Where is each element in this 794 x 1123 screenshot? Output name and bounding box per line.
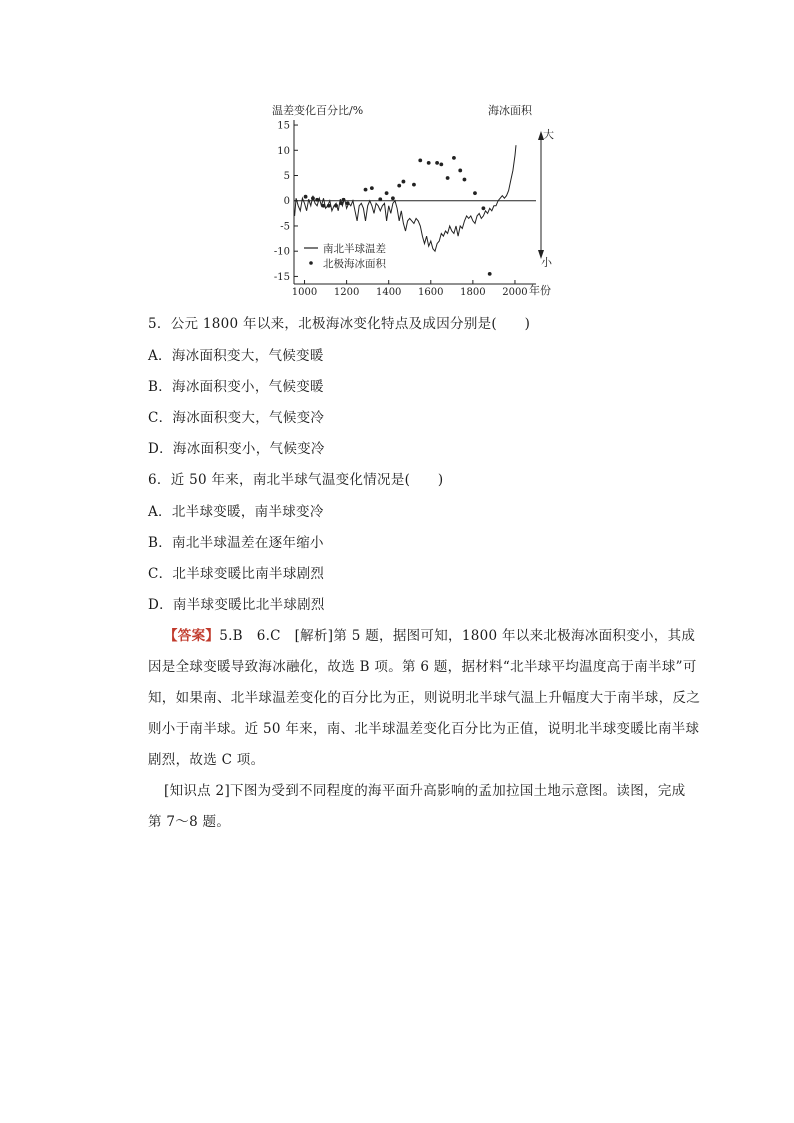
answer-line-4: 则小于南半球。近 50 年来，南、北半球温差变化百分比为正值，说明北半球变暖比南半球 (148, 721, 700, 737)
series-point-sea-ice (378, 197, 382, 201)
series-point-sea-ice (452, 156, 456, 160)
chart-figure (264, 98, 554, 300)
legend (304, 242, 386, 270)
y-tick-label: -10 (273, 246, 290, 258)
x-tick-label: 1000 (291, 287, 318, 298)
y-tick-label: -15 (273, 271, 290, 283)
x-tick-label: 1400 (375, 287, 402, 298)
series-point-sea-ice (463, 178, 467, 182)
question-5-option-b: B．海冰面积变小，气候变暖 (148, 379, 324, 395)
y-tick-label: 10 (277, 145, 290, 157)
series-point-sea-ice (481, 206, 485, 210)
series-point-sea-ice (397, 184, 401, 188)
series-point-sea-ice (391, 196, 395, 200)
x-tick-label: 1200 (333, 287, 360, 298)
series-point-sea-ice (427, 161, 431, 165)
series-point-sea-ice (418, 158, 422, 162)
right-axis-bottom-label: 小 (541, 256, 552, 269)
series-point-sea-ice (304, 195, 308, 199)
answer-line-2: 因是全球变暖导致海冰融化，故选 B 项。第 6 题，据材料“北半球平均温度高于南半球”可 (148, 659, 697, 675)
answer-line-5: 剧烈，故选 C 项。 (148, 752, 265, 768)
series-point-sea-ice (488, 272, 492, 276)
series-point-sea-ice (402, 180, 406, 184)
series-point-sea-ice (458, 169, 462, 173)
series-point-sea-ice (435, 161, 439, 165)
series-point-sea-ice (339, 201, 343, 205)
y-tick-label: 5 (283, 171, 290, 183)
series-point-sea-ice (342, 198, 346, 202)
x-tick-label: 2000 (502, 287, 528, 298)
series-point-sea-ice (412, 183, 416, 187)
x-axis-label: 年份 (529, 284, 551, 297)
legend-label-temp-diff: 南北半球温差 (323, 243, 386, 255)
question-6-option-a: A．北半球变暖，南半球变冷 (148, 504, 324, 520)
temperature-ice-chart (264, 98, 554, 300)
question-6-option-c: C．北半球变暖比南半球剧烈 (148, 566, 325, 582)
series-point-sea-ice (327, 204, 331, 208)
right-axis-label: 海冰面积 (488, 104, 532, 117)
series-point-sea-ice (473, 191, 477, 195)
knowledge-line-1: [知识点 2]下图为受到不同程度的海平面升高影响的孟加拉国土地示意图。读图，完成 (164, 783, 686, 799)
series-point-sea-ice (446, 176, 450, 180)
question-5-option-c: C．海冰面积变大，气候变冷 (148, 410, 325, 426)
series-point-sea-ice (385, 191, 389, 195)
series-point-sea-ice (346, 201, 350, 205)
legend-label-sea-ice: 北极海冰面积 (323, 258, 386, 270)
right-axis-top-label: 大 (543, 128, 554, 141)
y-tick-label: 15 (277, 120, 290, 132)
answer-line-1 (164, 624, 695, 644)
series-point-sea-ice (370, 186, 374, 190)
knowledge-line-2: 第 7～8 题。 (148, 814, 231, 830)
question-6-option-d: D．南半球变暖比北半球剧烈 (148, 597, 325, 613)
series-point-sea-ice (334, 204, 338, 208)
answer-line-3: 知，如果南、北半球温差变化的百分比为正，则说明北半球气温上升幅度大于南半球，反之 (148, 690, 700, 706)
series-point-sea-ice (315, 198, 319, 202)
question-5-stem: 5．公元 1800 年以来，北极海冰变化特点及成因分别是( ) (148, 316, 531, 332)
series-point-sea-ice (311, 196, 315, 200)
series-point-sea-ice (322, 204, 326, 208)
x-tick-label: 1600 (418, 287, 444, 298)
question-6-stem: 6．近 50 年来，南北半球气温变化情况是( ) (148, 472, 444, 488)
question-5-option-d: D．海冰面积变小，气候变冷 (148, 441, 325, 457)
series-line-temp-diff (295, 145, 516, 251)
y-tick-label: 0 (283, 196, 290, 208)
series-point-sea-ice (439, 163, 443, 167)
x-tick-label: 1800 (460, 287, 486, 298)
answer-text-1: 5.B 6.C [解析]第 5 题，据图可知，1800 年以来北极海冰面积变小，其成 (219, 628, 696, 644)
series-point-sea-ice (364, 188, 368, 192)
question-5-option-a: A．海冰面积变大，气候变暖 (148, 348, 324, 364)
y-axis-label: 温差变化百分比/% (272, 104, 364, 117)
answer-tag: 【答案】 (164, 628, 220, 644)
y-tick-label: -5 (280, 221, 290, 233)
question-6-option-b: B．南北半球温差在逐年缩小 (148, 535, 324, 551)
